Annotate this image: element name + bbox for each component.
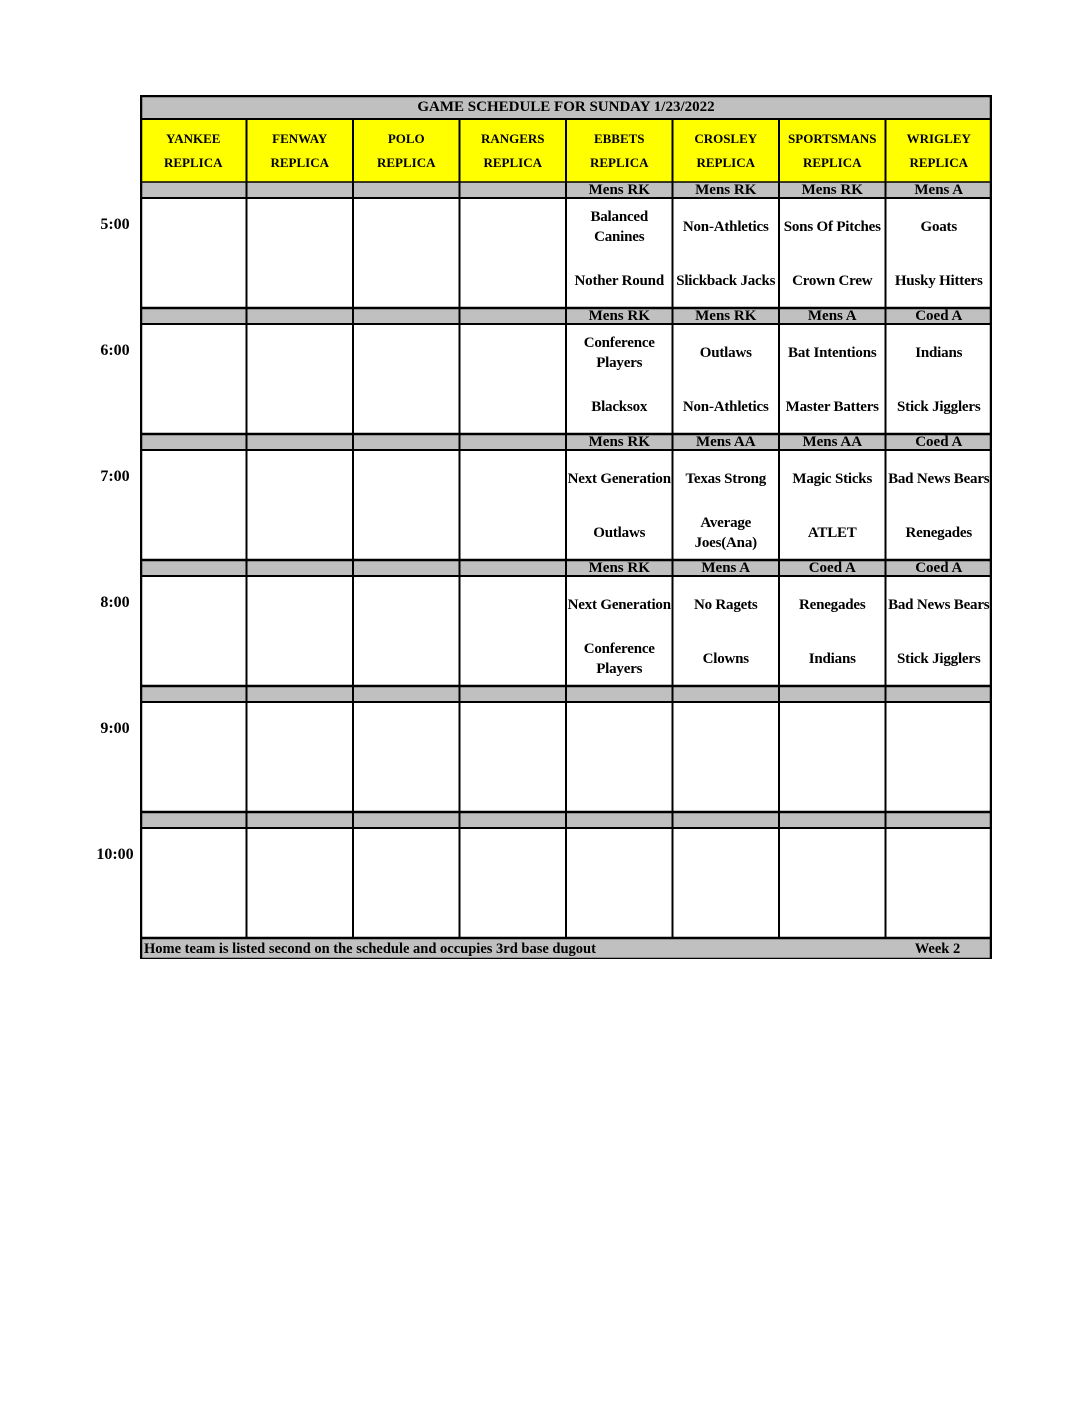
time-label: 7:00 [100, 468, 130, 485]
home-team: Crown Crew [792, 273, 873, 289]
field-header-wrigley [886, 119, 993, 182]
field-header-rangers [460, 119, 567, 182]
time-label: 9:00 [100, 720, 130, 737]
home-team: Blacksox [591, 399, 648, 415]
league-label: Coed A [808, 559, 856, 576]
home-team: Nother Round [574, 273, 664, 289]
field-name: RANGERS [480, 130, 545, 146]
field-name: EBBETS [593, 130, 645, 146]
away-team: Next Generation [567, 597, 671, 613]
away-team: Renegades [798, 597, 866, 613]
away-team: Outlaws [699, 345, 752, 361]
field-header-fenway [247, 119, 354, 182]
league-label: Mens A [701, 559, 751, 576]
home-team: Indians [808, 651, 856, 667]
away-team: Bad News Bears [888, 471, 990, 487]
field-subtitle: REPLICA [270, 154, 329, 170]
field-header-polo [353, 119, 460, 182]
away-team: Goats [920, 219, 957, 235]
footer-note: Home team is listed second on the schedule and occupies 3rd base dugout [144, 941, 596, 957]
schedule-table [140, 95, 992, 959]
home-team: Stick Jigglers [897, 651, 981, 667]
time-label: 10:00 [96, 846, 134, 863]
league-label: Mens RK [588, 181, 650, 198]
league-label: Coed A [915, 433, 963, 450]
time-label: 5:00 [100, 216, 130, 233]
time-label: 6:00 [100, 342, 130, 359]
away-team: Indians [915, 345, 963, 361]
field-name: WRIGLEY [906, 130, 971, 146]
field-subtitle: REPLICA [909, 154, 968, 170]
home-team: Conference Players [583, 641, 655, 677]
away-team: Texas Strong [685, 471, 767, 487]
league-label: Coed A [915, 307, 963, 324]
home-team: Slickback Jacks [676, 273, 776, 289]
away-team: Non-Athletics [682, 219, 769, 235]
away-team: Bad News Bears [888, 597, 990, 613]
field-header-yankee [140, 119, 247, 182]
away-team: Next Generation [567, 471, 671, 487]
league-label: Coed A [915, 559, 963, 576]
field-name: FENWAY [272, 130, 328, 146]
league-label: Mens RK [588, 433, 650, 450]
league-label: Mens AA [695, 433, 756, 450]
away-team: Balanced Canines [590, 209, 649, 245]
league-label: Mens RK [695, 181, 757, 198]
field-header-crosley [673, 119, 780, 182]
field-header-sportsmans [779, 119, 886, 182]
home-team: ATLET [807, 525, 857, 541]
field-name: YANKEE [166, 130, 221, 146]
league-label: Mens AA [802, 433, 863, 450]
field-subtitle: REPLICA [802, 154, 862, 170]
league-label: Mens RK [695, 307, 757, 324]
league-label: Mens RK [588, 307, 650, 324]
home-team: Clowns [702, 651, 749, 667]
home-team: Master Batters [785, 399, 879, 415]
field-name: CROSLEY [694, 130, 758, 146]
league-label: Mens A [807, 307, 857, 324]
away-team: Conference Players [583, 335, 655, 371]
league-label: Mens A [914, 181, 964, 198]
away-team: Sons Of Pitches [783, 219, 881, 235]
home-team: Outlaws [593, 525, 646, 541]
week-label: Week 2 [914, 941, 961, 957]
field-header-ebbets [566, 119, 673, 182]
field-subtitle: REPLICA [163, 154, 223, 170]
field-subtitle: REPLICA [589, 154, 649, 170]
field-subtitle: REPLICA [483, 154, 542, 170]
league-label: Mens RK [801, 181, 863, 198]
away-team: Magic Sticks [792, 471, 873, 487]
field-name: SPORTSMANS [788, 130, 877, 146]
home-team: Average Joes(Ana) [694, 515, 757, 551]
field-subtitle: REPLICA [696, 154, 755, 170]
away-team: No Ragets [693, 597, 758, 613]
home-team: Husky Hitters [894, 273, 983, 289]
field-name: POLO [387, 130, 425, 146]
time-label: 8:00 [100, 594, 130, 611]
league-label: Mens RK [588, 559, 650, 576]
away-team: Bat Intentions [788, 345, 877, 361]
home-team: Renegades [905, 525, 973, 541]
home-team: Stick Jigglers [897, 399, 981, 415]
schedule-title: GAME SCHEDULE FOR SUNDAY 1/23/2022 [417, 99, 715, 115]
field-subtitle: REPLICA [376, 154, 436, 170]
home-team: Non-Athletics [682, 399, 769, 415]
